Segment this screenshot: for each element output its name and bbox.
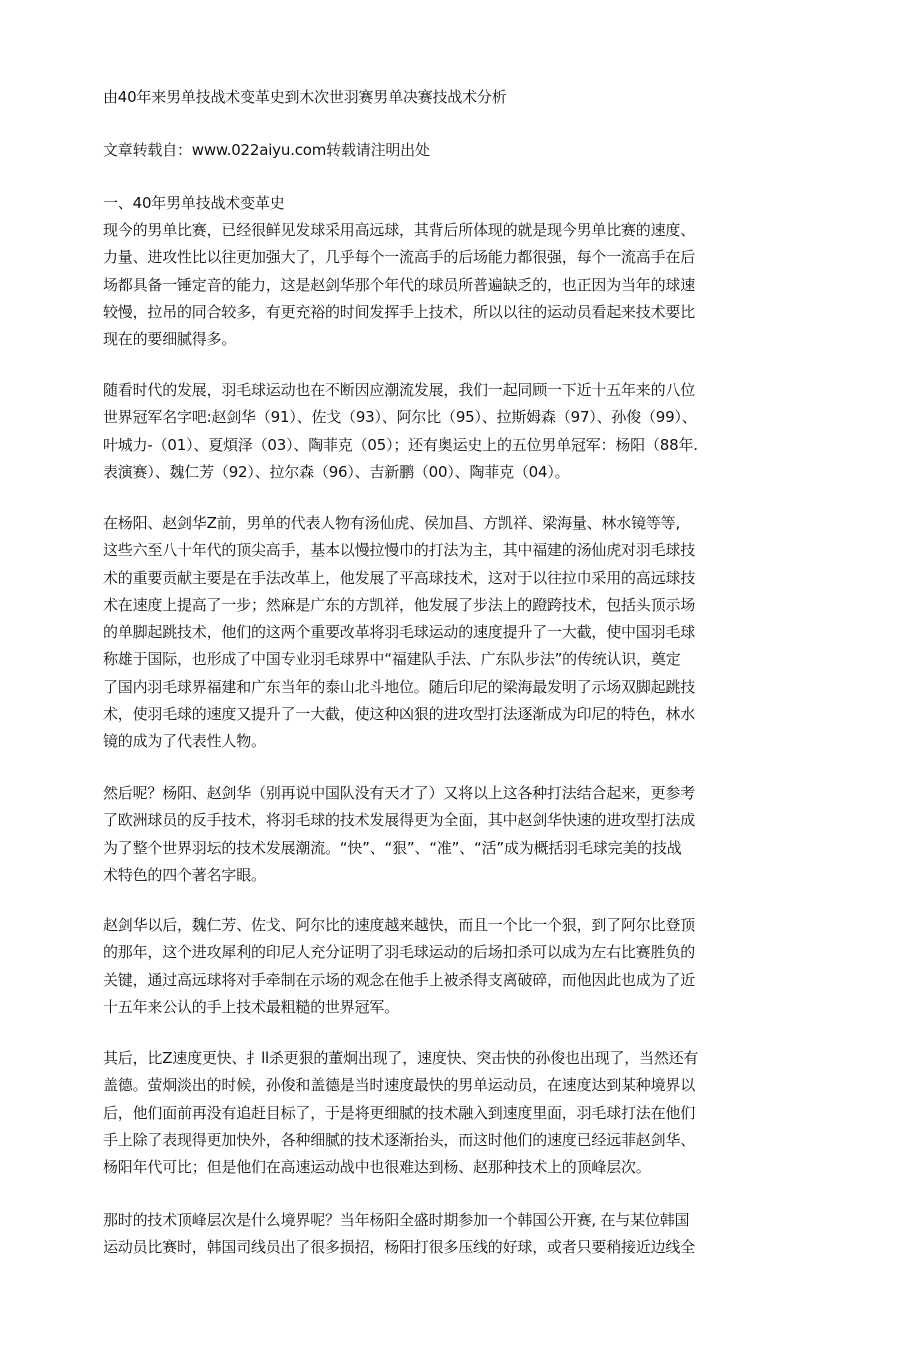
paragraph [103,1045,698,1181]
paragraph-line: 十五年来公认的手上技术最粗糙的世界冠军。 [103,997,400,1016]
paragraph-line: 那时的技术顶峰层次是什么境界呢？当年杨阳全盛时期参加一个韩国公开赛, 在与某位韩国 [103,1211,690,1229]
paragraph-line: 随看时代的发展，羽毛球运动也在不断因应潮流发展，我们一起同顾一下近十五年来的八位 [103,381,696,399]
paragraph-line: 表演赛）、魏仁芳（92）、拉尔森（96）、吉新鹏（00）、陶菲克（04）。 [103,462,570,481]
paragraph-line: 运动员比赛时，韩国司线员出了很多损招，杨阳打很多压线的好球，或者只要稍接近边线全 [103,1238,696,1257]
paragraph [103,377,698,486]
paragraph [103,217,695,353]
paragraph-line: 术，使羽毛球的速度又提升了一大截，使这种凶狠的进攻型打法逐渐成为印尼的特色，林水 [103,705,696,724]
paragraph-line: 其后，比Z速度更快、扌ll杀更狠的董炯出现了，速度快、突击快的孙俊也出现了，当然还有 [103,1049,699,1067]
document-title: 由40年来男单技战术变革史到木次世羽赛男单决赛技战术分析 [103,88,507,106]
paragraph-line: 的那年，这个进攻犀利的印尼人充分证明了羽毛球运动的后场扣杀可以成为左右比赛胜负的 [103,943,696,962]
paragraph-line: 在杨阳、赵剑华Z前，男单的代表人物有汤仙虎、侯加昌、方凯祥、梁海量、林水镜等等, [103,514,681,532]
paragraph-line: 然后呢？杨阳、赵剑华（别再说中国队没有天才了）又将以上这各种打法结合起来，更参考 [103,784,696,802]
paragraph-line: 这些六至八十年代的顶尖高手，基本以慢拉慢巾的打法为主，其中福建的汤仙虎对羽毛球技 [103,541,696,560]
paragraph-line: 镜的成为了代表性人物。 [103,732,266,751]
paragraph-line: 关键，通过高远球将对手牵制在示场的观念在他手上被杀得支离破碎，而他因此也成为了近 [103,970,696,989]
paragraph-line: 了国内羽毛球界福建和广东当年的泰山北斗地位。随后印尼的梁海最发明了示场双脚起跳技 [103,677,696,696]
paragraph [103,912,695,1021]
paragraph-line: 较慢，拉吊的同合较多，有更充裕的时间发挥手上技术，所以以往的运动员看起来技术要比 [103,302,696,321]
paragraph-line: 的单脚起跳技术，他们的这两个重要改革将羽毛球运动的速度提升了一大截，使中国羽毛球 [103,623,696,642]
paragraph-line: 杨阳年代可比；但是他们在高速运动战中也很难达到杨、赵那种技术上的顶峰层次。 [103,1158,651,1177]
paragraph-line: 术特色的四个著名字眼。 [103,865,266,884]
paragraph-line: 叶城力-（01）、夏煩泽（03）、陶菲克（05）；还有奥运史上的五位男单冠军：杨阳（88年. [103,435,698,454]
paragraph [103,1207,695,1262]
paragraph [103,780,695,889]
paragraph-line: 世界冠军名字吧:赵剑华（91）、佐戈（93）、阿尔比（95）、拉斯姆森（97）、孙俊（99）、 [103,408,697,427]
paragraph-line: 现在的要细腻得多。 [103,330,237,349]
paragraph-line: 盖德。萤炯淡出的时候，孙俊和盖德是当时速度最快的男单运动员，在速度达到某种境界以 [103,1076,696,1095]
paragraph-line: 术在速度上提高了一步；然麻是广东的方凯祥，他发展了步法上的蹬跨技术，包括头顶示场 [103,595,696,614]
paragraph-line: 力量、进攻性比以往更加强大了，几乎每个一流高手的后场能力都很强，每个一流高手在后 [103,248,696,267]
paragraph-line: 术的重要贡献主要是在手法改革上，他发展了平高球技术，这对于以往拉巾采用的高远球技 [103,568,696,587]
source-line: 文章转载自：www.022aiyu.com转载请注明出处 [103,141,430,159]
paragraph-line: 了欧洲球员的反手技术，将羽毛球的技术发展得更为全面，其中赵剑华快速的进攻型打法成 [103,811,696,830]
paragraph-line: 称雄于国际，也形成了中国专业羽毛球界中“福建队手法、广东队步法”的传统认识，奠定 [103,650,681,669]
paragraph [103,510,695,756]
paragraph-line: 为了整个世界羽坛的技术发展潮流。“快”、“狠”、“准”、“活”成为概括羽毛球完美的技战 [103,838,682,857]
paragraph-line: 场都具备一锤定音的能力，这是赵剑华那个年代的球员所普遍缺乏的，也正因为当年的球速 [103,275,696,294]
paragraph-line: 手上除了表现得更加快外，各种细腻的技术逐渐抬头，而这时他们的速度已经远菲赵剑华、 [103,1130,696,1149]
section-heading: 一、40年男单技战术变革史 [103,194,285,212]
paragraph-line: 赵剑华以后，魏仁芳、佐戈、阿尔比的速度越来越快，而且一个比一个狠，到了阿尔比登顶 [103,916,696,934]
paragraph-line: 现今的男单比赛，已经很鲜见发球采用高远球，其背后所体现的就是现今男单比赛的速度、 [103,221,696,239]
paragraph-line: 后，他们面前再没有追赶目标了，于是将更细腻的技术融入到速度里面，羽毛球打法在他们 [103,1103,696,1122]
